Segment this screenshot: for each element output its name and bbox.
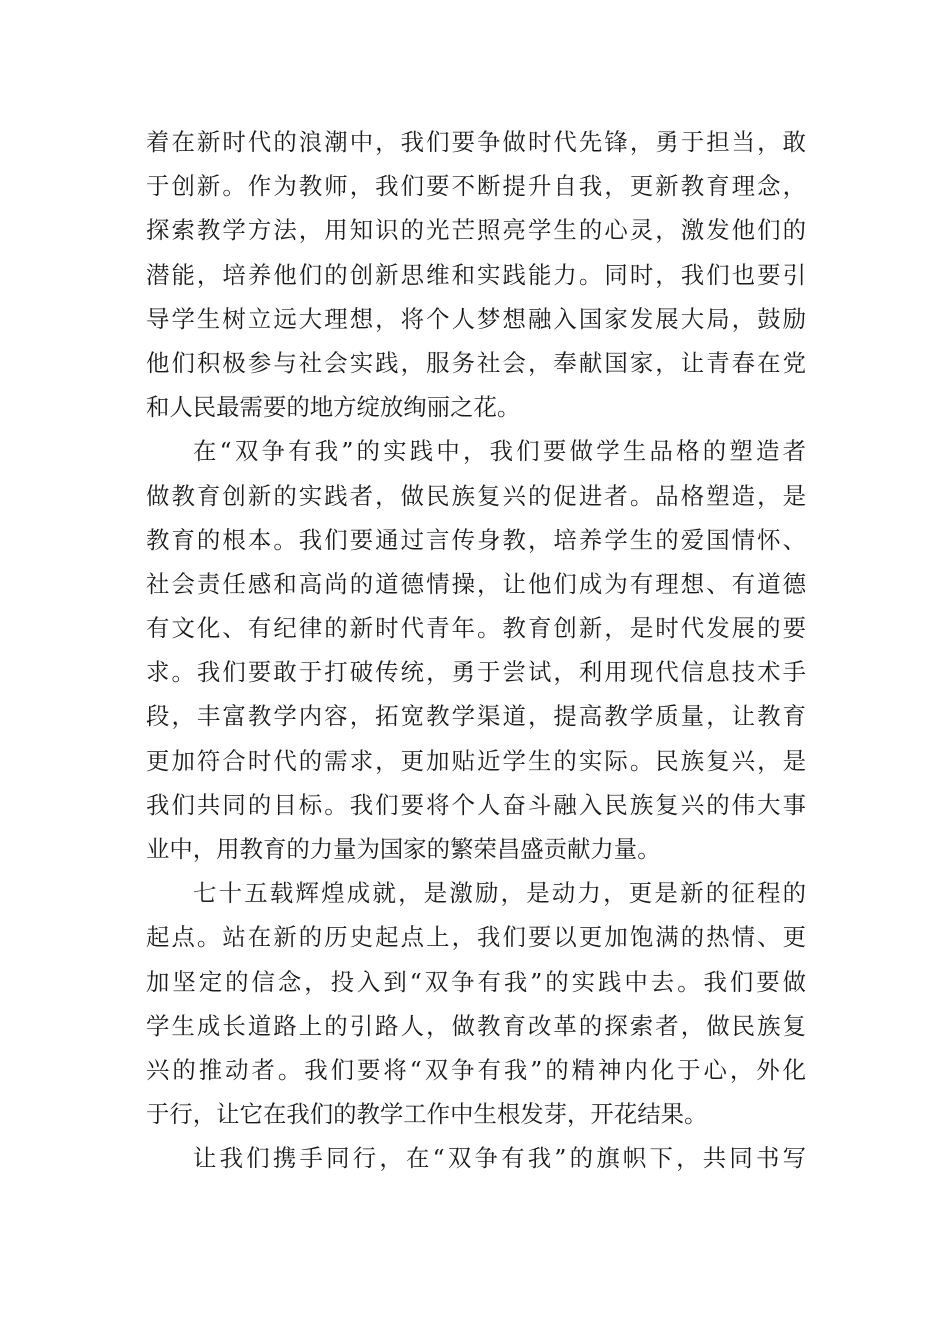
text-line: 更加符合时代的需求，更加贴近学生的实际。民族复兴，是 [146,746,806,775]
text-line: 导学生树立远大理想，将个人梦想融入国家发展大局，鼓励 [146,304,806,333]
text-line: 起点。站在新的历史起点上，我们要以更加饱满的热情、更 [146,923,806,952]
text-line: 求。我们要敢于打破传统，勇于尝试，利用现代信息技术手 [146,658,806,687]
text-line: 于行，让它在我们的教学工作中生根发芽，开花结果。 [146,1100,708,1129]
body-text [146,120,806,1181]
text-line: 着在新时代的浪潮中，我们要争做时代先锋，勇于担当，敢 [146,128,806,156]
text-line: 七十五载辉煌成就，是激励，是动力，更是新的征程的 [193,879,806,908]
text-line: 在“双争有我”的实践中，我们要做学生品格的塑造者 [193,437,806,466]
text-line: 他们积极参与社会实践，服务社会，奉献国家，让青春在党 [146,348,806,377]
text-line: 于创新。作为教师，我们要不断提升自我，更新教育理念， [146,172,806,201]
text-line: 和人民最需要的地方绽放绚丽之花。 [146,393,521,422]
text-line: 段，丰富教学内容，拓宽教学渠道，提高教学质量，让教育 [146,702,806,731]
text-line: 我们共同的目标。我们要将个人奋斗融入民族复兴的伟大事 [146,790,806,819]
text-line: 探索教学方法，用知识的光芒照亮学生的心灵，激发他们的 [146,216,806,245]
text-line: 让我们携手同行，在“双争有我”的旗帜下，共同书写 [193,1144,806,1173]
text-line: 做教育创新的实践者，做民族复兴的促进者。品格塑造，是 [146,481,806,510]
text-line: 兴的推动者。我们要将“双争有我”的精神内化于心，外化 [146,1055,806,1084]
text-line: 潜能，培养他们的创新思维和实践能力。同时，我们也要引 [146,260,806,289]
text-line: 加坚定的信念，投入到“双争有我”的实践中去。我们要做 [146,967,806,996]
text-line: 业中，用教育的力量为国家的繁荣昌盛贡献力量。 [146,835,661,863]
text-line: 教育的根本。我们要通过言传身教，培养学生的爱国情怀、 [146,525,806,554]
text-line: 学生成长道路上的引路人，做教育改革的探索者，做民族复 [146,1011,806,1040]
text-line: 社会责任感和高尚的道德情操，让他们成为有理想、有道德 [146,569,806,598]
text-line: 有文化、有纪律的新时代青年。教育创新，是时代发展的要 [146,614,806,643]
